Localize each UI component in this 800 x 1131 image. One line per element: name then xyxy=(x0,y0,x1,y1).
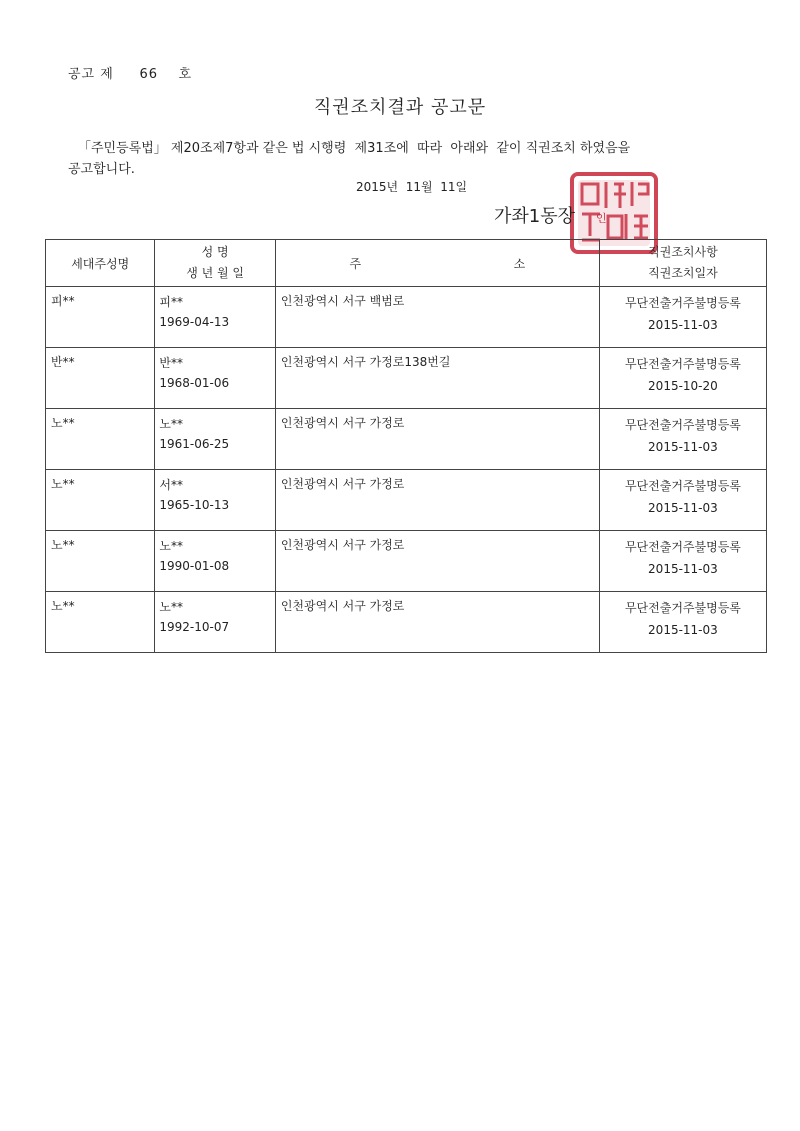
person-name: 노** xyxy=(159,417,183,431)
header-name-birth xyxy=(155,240,275,287)
action-cell xyxy=(599,348,766,409)
person-name: 노** xyxy=(159,600,183,614)
issuing-office: 가좌1동장 xyxy=(494,206,576,227)
action-date: 2015-11-03 xyxy=(648,440,718,454)
header-name: 성 명 xyxy=(201,245,229,259)
body-text-line-1: 「주민등록법」 제20조제7항과 같은 법 시행령 제31조에 따라 아래와 같이 직권조치 하였음을 xyxy=(78,141,631,156)
householder-cell: 노** xyxy=(46,470,155,531)
seal-mark-text: 인 xyxy=(596,212,607,225)
householder-cell: 노** xyxy=(46,592,155,653)
action-cell xyxy=(599,592,766,653)
table-row xyxy=(46,287,767,348)
action-type: 무단전출거주불명등록 xyxy=(624,418,741,432)
action-type: 무단전출거주불명등록 xyxy=(624,296,741,310)
householder-cell: 피** xyxy=(46,287,155,348)
table-row xyxy=(46,592,767,653)
birth-date: 1968-01-06 xyxy=(159,376,230,390)
action-date: 2015-11-03 xyxy=(648,501,718,515)
name-birth-cell xyxy=(155,348,275,409)
householder-cell: 노** xyxy=(46,531,155,592)
name-birth-cell xyxy=(155,592,275,653)
notice-date: 2015년 11월 11일 xyxy=(356,180,468,194)
address-cell: 인천광역시 서구 백범로 xyxy=(275,287,599,348)
birth-date: 1961-06-25 xyxy=(159,437,230,451)
action-date: 2015-11-03 xyxy=(648,623,718,637)
action-type: 무단전출거주불명등록 xyxy=(624,601,741,615)
birth-date: 1965-10-13 xyxy=(159,498,230,512)
name-birth-cell xyxy=(155,531,275,592)
document-title: 직권조치결과 공고문 xyxy=(313,97,487,118)
header-action-type: 직권조치사항 xyxy=(648,245,718,259)
table-row xyxy=(46,531,767,592)
header-householder: 세대주성명 xyxy=(46,240,155,287)
action-date: 2015-10-20 xyxy=(648,379,718,393)
address-cell: 인천광역시 서구 가정로 xyxy=(275,592,599,653)
header-action-date: 직권조치일자 xyxy=(648,266,718,280)
table-row xyxy=(46,470,767,531)
birth-date: 1990-01-08 xyxy=(159,559,230,573)
header-birth: 생 년 월 일 xyxy=(186,266,245,280)
person-name: 서** xyxy=(159,478,183,492)
address-cell: 인천광역시 서구 가정로 xyxy=(275,409,599,470)
header-address: 주 소 xyxy=(275,240,599,287)
person-name: 노** xyxy=(159,539,183,553)
body-text-line-2: 공고합니다. xyxy=(68,162,135,177)
name-birth-cell xyxy=(155,409,275,470)
header-action xyxy=(599,240,766,287)
name-birth-cell xyxy=(155,287,275,348)
address-cell: 인천광역시 서구 가정로 xyxy=(275,531,599,592)
table-row xyxy=(46,409,767,470)
table-header-row xyxy=(46,240,767,287)
address-cell: 인천광역시 서구 가정로 xyxy=(275,470,599,531)
action-type: 무단전출거주불명등록 xyxy=(624,540,741,554)
householder-cell: 반** xyxy=(46,348,155,409)
birth-date: 1992-10-07 xyxy=(159,620,230,634)
measures-table xyxy=(45,239,767,653)
action-cell xyxy=(599,531,766,592)
action-cell xyxy=(599,409,766,470)
table-row xyxy=(46,348,767,409)
address-cell: 인천광역시 서구 가정로138번길 xyxy=(275,348,599,409)
action-date: 2015-11-03 xyxy=(648,562,718,576)
name-birth-cell xyxy=(155,470,275,531)
householder-cell: 노** xyxy=(46,409,155,470)
action-cell xyxy=(599,287,766,348)
person-name: 피** xyxy=(159,295,183,309)
action-type: 무단전출거주불명등록 xyxy=(624,479,741,493)
birth-date: 1969-04-13 xyxy=(159,315,230,329)
action-date: 2015-11-03 xyxy=(648,318,718,332)
notice-number: 공고 제 66 호 xyxy=(68,67,193,82)
person-name: 반** xyxy=(159,356,183,370)
action-cell xyxy=(599,470,766,531)
action-type: 무단전출거주불명등록 xyxy=(624,357,741,371)
